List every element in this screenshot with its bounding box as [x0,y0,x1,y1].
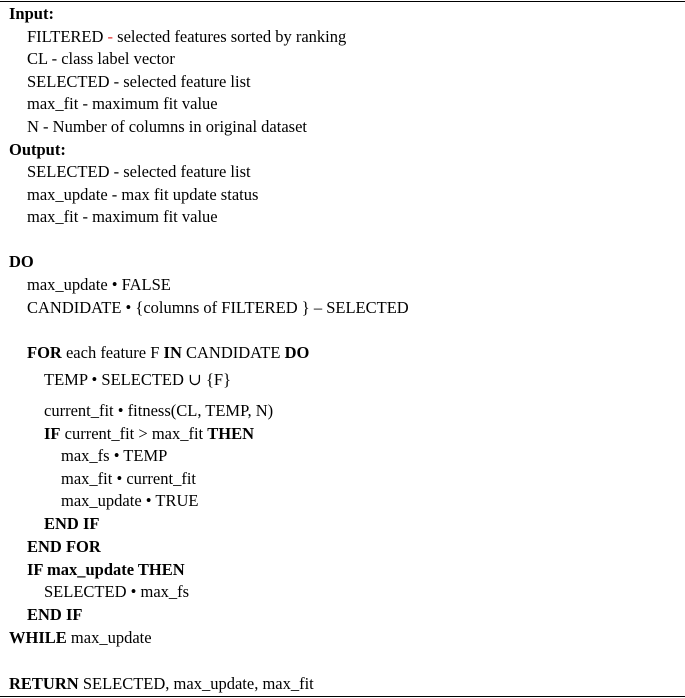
input-item-filtered [27,27,346,47]
then-line-max-fit: max_fit • current_fit [61,469,196,488]
input-item-max-fit: max_fit - maximum fit value [27,94,218,113]
for-do-keyword: DO [284,343,310,362]
return-values: SELECTED, max_update, max_fit [78,674,314,693]
filtered-dash: - [107,27,114,46]
if-keyword: IF [44,424,61,443]
return-keyword: RETURN [9,674,79,693]
output-item-max-update: max_update - max fit update status [27,185,259,204]
bottom-rule [0,696,685,697]
input-item-n: N - Number of columns in original dataset [27,117,307,136]
while-keyword: WHILE [9,628,67,647]
while-condition: max_update [66,628,152,647]
filtered-desc: selected features sorted by ranking [113,27,347,46]
in-keyword: IN [163,343,182,362]
output-item-max-fit: max_fit - maximum fit value [27,207,218,226]
filtered-name: FILTERED [27,27,104,46]
fit-assign-line: current_fit • fitness(CL, TEMP, N) [44,401,274,420]
then-line-max-fs: max_fs • TEMP [61,446,168,465]
end-for: END FOR [27,537,101,556]
for-mid: each feature F [61,343,164,362]
if-condition: current_fit > max_fit [60,424,208,443]
end-if-inner: END IF [44,514,100,533]
end-if-outer: END IF [27,605,83,624]
input-item-selected: SELECTED - selected feature list [27,72,251,91]
while-line [9,628,152,648]
then-line-max-update: max_update • TRUE [61,491,199,510]
return-line [9,674,314,694]
if-max-update-line: IF max_update THEN [27,560,185,579]
output-item-selected: SELECTED - selected feature list [27,162,251,181]
for-tail: CANDIDATE [181,343,285,362]
do-keyword: DO [9,252,34,271]
init-update-line: max_update • FALSE [27,275,171,294]
selected-assign-line: SELECTED • max_fs [44,582,190,601]
temp-assign-line: TEMP • SELECTED ∪ {F} [44,370,232,389]
top-rule [0,1,685,2]
then-keyword: THEN [207,424,255,443]
input-item-cl: CL - class label vector [27,49,175,68]
input-heading: Input: [9,4,54,23]
if-line [44,424,254,444]
output-heading: Output: [9,140,66,159]
for-keyword: FOR [27,343,62,362]
init-candidate-line: CANDIDATE • {columns of FILTERED } – SELECTED [27,298,409,317]
for-line [27,343,309,363]
